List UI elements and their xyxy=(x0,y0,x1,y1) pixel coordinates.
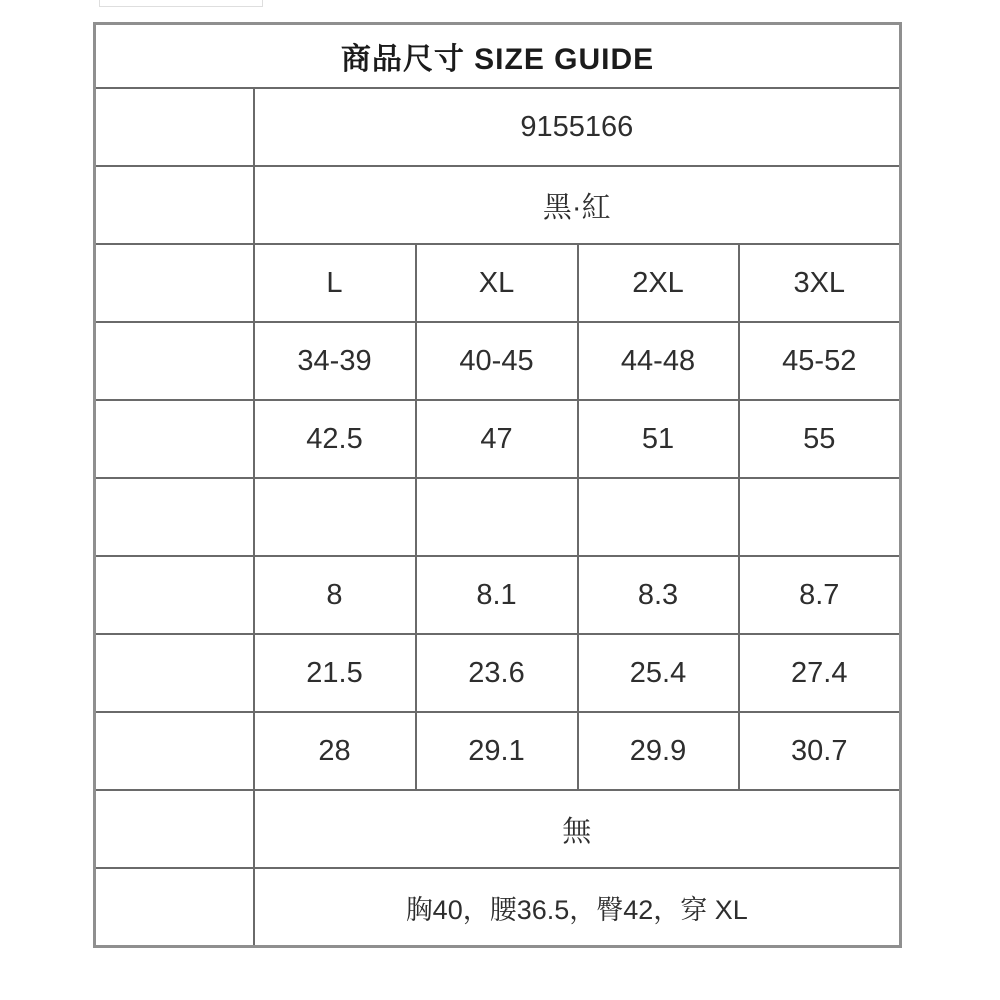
value-cell: 21.5 xyxy=(254,634,416,712)
value-cell: 8.7 xyxy=(739,556,901,634)
row-label-size-tag: 布 標 xyxy=(95,244,254,322)
row-label-total-length: 全 長 xyxy=(95,712,254,790)
table-row xyxy=(95,712,901,790)
table-row xyxy=(95,790,901,868)
row-label-fit-bust-inches: 適穿胸圍(吋) xyxy=(95,322,254,400)
table-row xyxy=(95,166,901,244)
color-value: 黑·紅 xyxy=(254,166,901,244)
value-cell xyxy=(254,478,416,556)
table-row xyxy=(95,556,901,634)
row-label-bust-flat: 胸 圍(平量) xyxy=(95,400,254,478)
value-cell: 23.6 xyxy=(416,634,578,712)
value-cell: 28 xyxy=(254,712,416,790)
value-cell: 47 xyxy=(416,400,578,478)
table-row xyxy=(95,634,901,712)
value-cell: 29.9 xyxy=(578,712,739,790)
row-label-item-number: 貨 號 xyxy=(95,88,254,166)
item-number-value: 9155166 xyxy=(254,88,901,166)
row-label-sleeve-length: 袖 長 xyxy=(95,556,254,634)
cropped-edge-artifact xyxy=(99,0,263,7)
value-cell: 25.4 xyxy=(578,634,739,712)
size-guide-table xyxy=(93,22,902,948)
table-row xyxy=(95,88,901,166)
value-cell: 42.5 xyxy=(254,400,416,478)
elasticity-value: 無 xyxy=(254,790,901,868)
value-cell: 45-52 xyxy=(739,322,901,400)
value-cell: 8.1 xyxy=(416,556,578,634)
value-cell: 2XL xyxy=(578,244,739,322)
value-cell: 3XL xyxy=(739,244,901,322)
value-cell: 44-48 xyxy=(578,322,739,400)
value-cell: 29.1 xyxy=(416,712,578,790)
value-cell: 30.7 xyxy=(739,712,901,790)
table-row xyxy=(95,400,901,478)
row-label-fitting-reference: 試穿尺寸參考 xyxy=(95,868,254,947)
title-row xyxy=(95,24,901,89)
table-row xyxy=(95,868,901,947)
value-cell: 8 xyxy=(254,556,416,634)
value-cell: 8.3 xyxy=(578,556,739,634)
table-row xyxy=(95,322,901,400)
value-cell: 55 xyxy=(739,400,901,478)
value-cell: XL xyxy=(416,244,578,322)
table-row xyxy=(95,478,901,556)
value-cell xyxy=(578,478,739,556)
value-cell: 51 xyxy=(578,400,739,478)
row-label-color: 顏 色 xyxy=(95,166,254,244)
value-cell: 40-45 xyxy=(416,322,578,400)
value-cell: L xyxy=(254,244,416,322)
row-label-hem: 下 襬 xyxy=(95,478,254,556)
table-title: 商品尺寸 SIZE GUIDE xyxy=(95,24,901,89)
table-row xyxy=(95,244,901,322)
row-label-elasticity: 彈 性 xyxy=(95,790,254,868)
row-label-shoulder-width: 肩 寬 xyxy=(95,634,254,712)
value-cell: 27.4 xyxy=(739,634,901,712)
value-cell xyxy=(416,478,578,556)
value-cell xyxy=(739,478,901,556)
value-cell: 34-39 xyxy=(254,322,416,400)
fitting-reference-value: 胸40，腰36.5，臀42，穿 XL xyxy=(254,868,901,947)
